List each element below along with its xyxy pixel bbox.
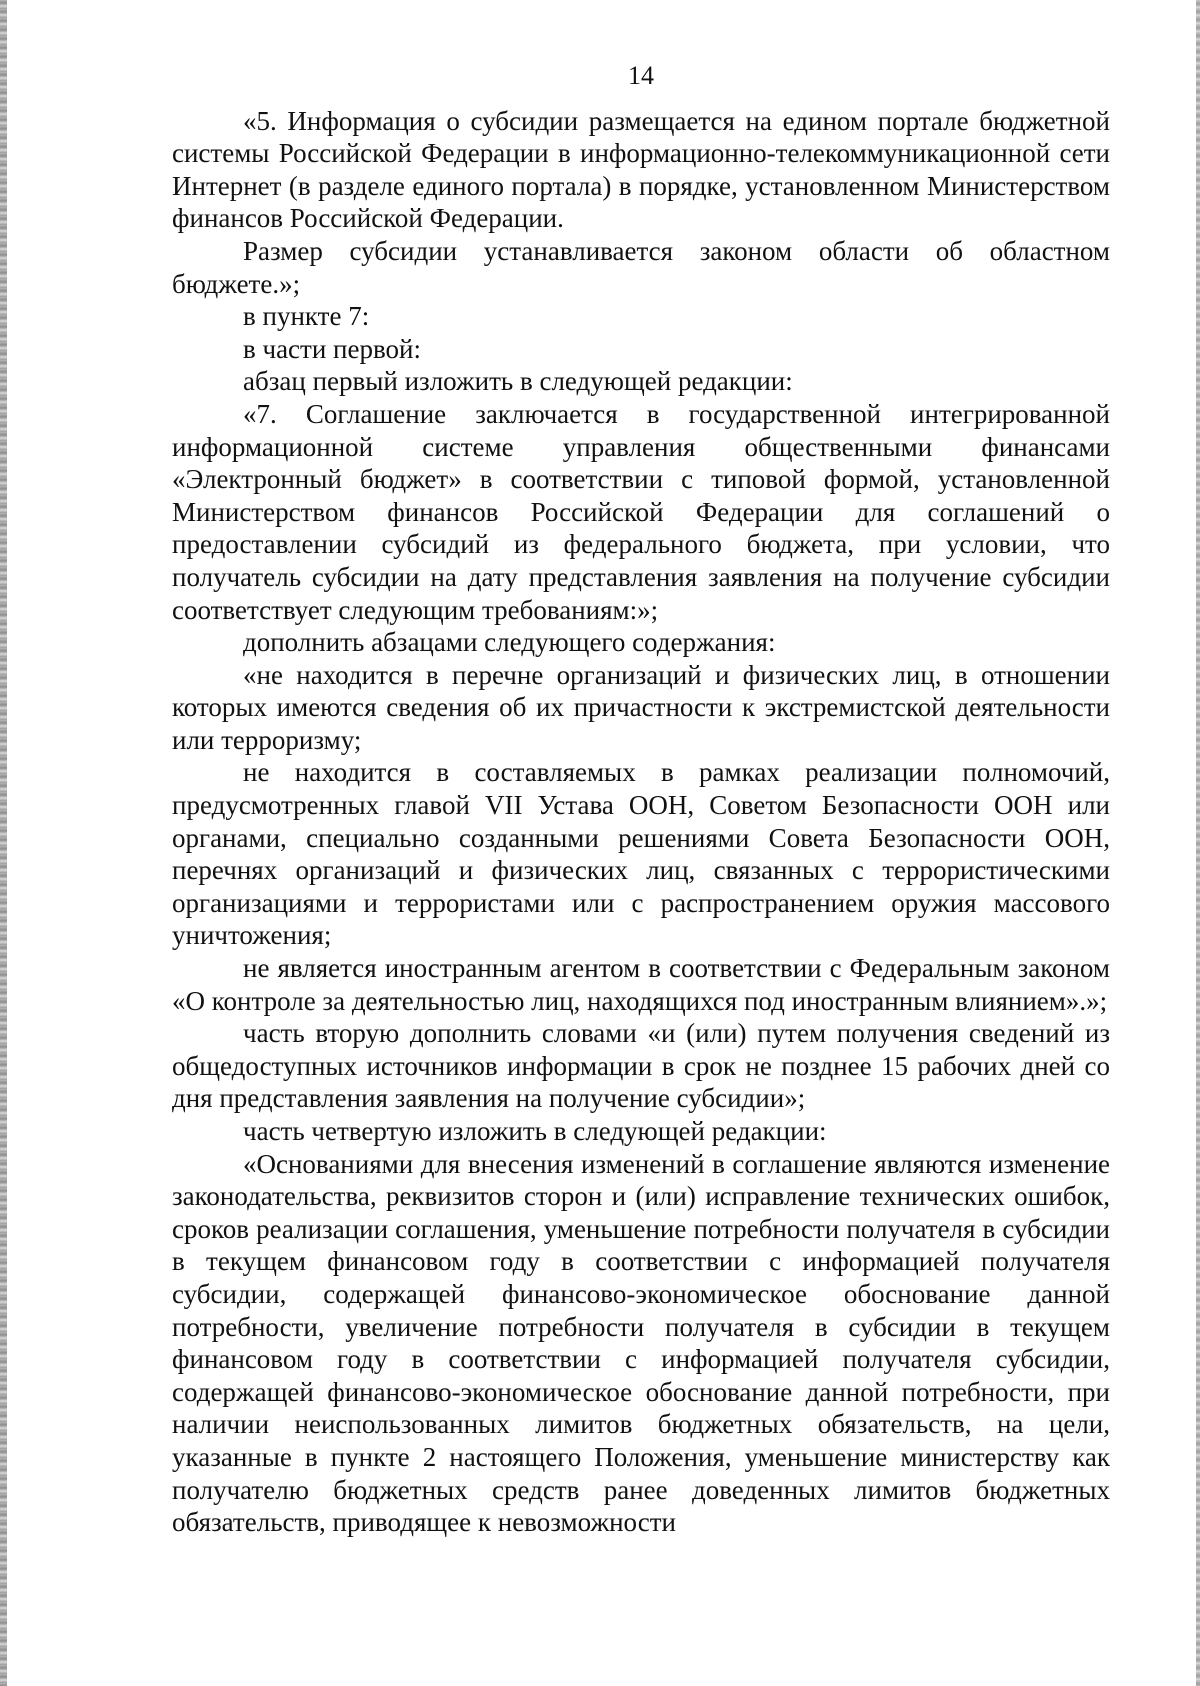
scan-edge-right xyxy=(1196,0,1200,1686)
paragraph: дополнить абзацами следующего содержания: xyxy=(243,627,776,658)
paragraph: «Основаниями для внесения изменений в соглашение являются изменение законодательства, реквизитов сторон и (или) исправление технических ошибок, сроков реализации соглашения, уменьшение потребности получателя в субсидии в текущем финансовом году в соответствии с информацией получателя субсидии, содержащей финансово-экономическое обоснование данной потребности, увеличение потребности получателя в субсидии в текущем финансовом году в соответствии с информацией получателя субсидии, содержащей финансово-экономическое обоснование данной потребности, при наличии неиспользованных лимитов бюджетных обязательств, на цели, указанные в пункте 2 настоящего Положения, уменьшение министерству как получателю бюджетных средств ранее доведенных лимитов бюджетных обязательств, приводящее к невозможности xyxy=(172,1148,1110,1538)
paragraph: в пункте 7: xyxy=(243,301,370,332)
paragraph: часть вторую дополнить словами «и (или) путем получения сведений из общедоступных источников информации в срок не позднее 15 рабочих дней со дня представления заявления на получение субсидии»; xyxy=(172,1018,1110,1114)
document-page xyxy=(172,60,1110,1539)
paragraph: «7. Соглашение заключается в государственной интегрированной информационной системе управления общественными финансами «Электронный бюджет» в соответствии с типовой формой, установленной Министерством финансов Российской Федерации для соглашений о предоставлении субсидий из федерального бюджета, при условии, что получатель субсидии на дату представления заявления на получение субсидии соответствует следующим требованиям:»; xyxy=(172,398,1110,625)
paragraph: часть четвертую изложить в следующей редакции: xyxy=(243,1116,827,1146)
paragraph: «не находится в перечне организаций и физических лиц, в отношении которых имеются сведения об их причастности к экстремистской деятельности или терроризму; xyxy=(172,659,1110,755)
paragraph: Размер субсидии устанавливается законом области об областном бюджете.»; xyxy=(172,235,1110,299)
page-number: 14 xyxy=(628,61,654,90)
paragraph: не находится в составляемых в рамках реализации полномочий, предусмотренных главой VII Устава ООН, Советом Безопасности ООН или органами, специально созданными решениями Совета Безопасности ООН, перечнях организаций и физических лиц, связанных с террористическими организациями и террористами или с распространением оружия массового уничтожения; xyxy=(172,757,1110,951)
paragraph: абзац первый изложить в следующей редакции: xyxy=(243,366,793,397)
paragraph: в части первой: xyxy=(243,333,421,364)
paragraph: «5. Информация о субсидии размещается на едином портале бюджетной системы Российской Федерации в информационно-телекоммуникационной сети Интернет (в разделе единого портала) в порядке, установленном Министерством финансов Российской Федерации. xyxy=(172,105,1110,234)
scan-edge-left xyxy=(0,0,7,1686)
paragraph: не является иностранным агентом в соответствии с Федеральным законом «О контроле за деятельностью лиц, находящихся под иностранным влиянием».»; xyxy=(172,953,1110,1016)
